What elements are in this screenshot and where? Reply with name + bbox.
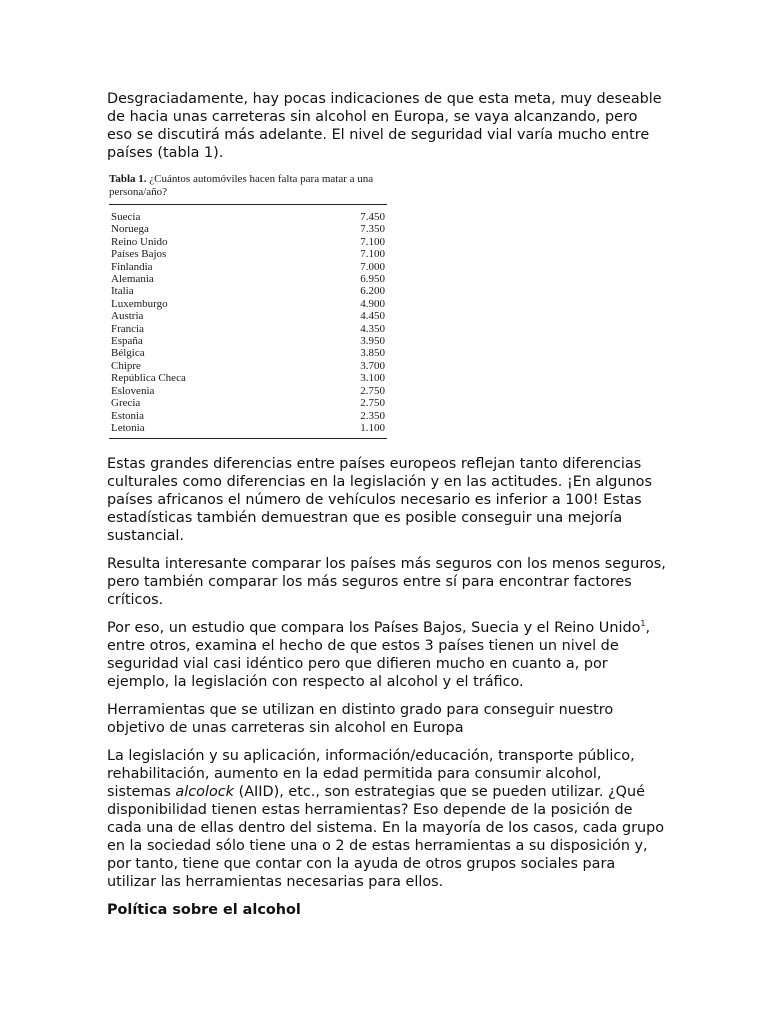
table-cell-country: Francia bbox=[111, 322, 144, 335]
table-row bbox=[111, 310, 387, 322]
table-row bbox=[111, 410, 387, 422]
table-cell-value: 7.100 bbox=[360, 235, 385, 248]
table-row bbox=[111, 248, 387, 260]
table-cell-country: Estonia bbox=[111, 409, 144, 422]
table-cell-country: Noruega bbox=[111, 223, 149, 236]
table-cell-value: 3.850 bbox=[360, 347, 385, 360]
table-cell-country: Letonia bbox=[111, 421, 145, 434]
study-text-a: Por eso, un estudio que compara los Países Bajos, Suecia y el Reino Unido bbox=[107, 620, 641, 637]
table-row bbox=[111, 422, 387, 434]
table-bottom-rule bbox=[109, 438, 387, 439]
table-cell-value: 2.350 bbox=[360, 409, 385, 422]
table-row bbox=[111, 323, 387, 335]
table-cell-value: 6.200 bbox=[360, 285, 385, 298]
table-row bbox=[111, 360, 387, 372]
table-cell-value: 3.100 bbox=[360, 372, 385, 385]
document-body bbox=[107, 90, 667, 919]
section-heading: Política sobre el alcohol bbox=[107, 902, 301, 919]
table-cell-country: Italia bbox=[111, 285, 134, 298]
table-row bbox=[111, 223, 387, 235]
table-cell-value: 7.450 bbox=[360, 211, 385, 223]
table-cell-value: 7.000 bbox=[360, 260, 385, 273]
table-cell-country: Alemania bbox=[111, 273, 154, 286]
table-cell-country: Bélgica bbox=[111, 347, 145, 360]
table-row bbox=[111, 372, 387, 384]
study-text-b: , entre otros, examina el hecho de que estos 3 países tienen un nivel de seguridad vial casi idéntico pero que difieren mucho en cuanto a, por ejemplo, la legislación con respecto al alcohol y el tráfico. bbox=[107, 620, 651, 691]
differences-paragraph: Estas grandes diferencias entre países europeos reflejan tanto diferencias culturales como diferencias en la legislación y en las actitudes. ¡En algunos países africanos el número de vehículos necesario es inferior a 100! Estas estadísticas también demuestran que es posible conseguir una mejoría sustancial. bbox=[107, 456, 652, 545]
study-paragraph bbox=[107, 619, 667, 691]
footnote-marker[interactable]: 1 bbox=[640, 619, 646, 629]
table-cell-country: Luxemburgo bbox=[111, 297, 168, 310]
table-cell-country: Países Bajos bbox=[111, 248, 167, 261]
table-cell-country: España bbox=[111, 335, 143, 348]
table-row bbox=[111, 335, 387, 347]
table-caption-text: ¿Cuántos automóviles hacen falta para matar a una persona/año? bbox=[109, 173, 374, 198]
table-cell-country: Reino Unido bbox=[111, 235, 168, 248]
legislation-text-a: La legislación y su aplicación, información/educación, transporte público, rehabilitación, aumento en la edad permitida para consumir alcohol, sistemas bbox=[107, 748, 635, 801]
table-cell-country: Suecia bbox=[111, 211, 141, 223]
table-cell-country: Austria bbox=[111, 310, 144, 323]
table-cell-value: 6.950 bbox=[360, 273, 385, 286]
table-rows bbox=[109, 205, 387, 438]
table-row bbox=[111, 285, 387, 297]
table-cell-value: 3.700 bbox=[360, 359, 385, 372]
table-row bbox=[111, 397, 387, 409]
tools-paragraph: Herramientas que se utilizan en distinto grado para conseguir nuestro objetivo de unas carreteras sin alcohol en Europa bbox=[107, 702, 614, 737]
table-cell-value: 3.950 bbox=[360, 335, 385, 348]
table-1-figure bbox=[109, 173, 387, 439]
table-cell-country: Chipre bbox=[111, 359, 141, 372]
table-cell-value: 2.750 bbox=[360, 397, 385, 410]
table-caption-label: Tabla 1. bbox=[109, 173, 147, 185]
table-row bbox=[111, 273, 387, 285]
legislation-text-b: (AIID), etc., son estrategias que se pueden utilizar. ¿Qué disponibilidad tienen estas herramientas? Eso depende de la posición de cada una de ellas dentro del sistema. En la mayoría de los casos, cada grupo en la sociedad sólo tiene una o 2 de estas herramientas a su disposición y, por tanto, tiene que contar con la ayuda de otros grupos sociales para utilizar las herramientas necesarias para ellos. bbox=[107, 784, 665, 891]
table-cell-country: Finlandia bbox=[111, 260, 153, 273]
legislation-paragraph bbox=[107, 747, 667, 891]
table-row bbox=[111, 261, 387, 273]
table-cell-value: 4.900 bbox=[360, 297, 385, 310]
table-cell-country: República Checa bbox=[111, 372, 186, 385]
legislation-emphasis: alcolock bbox=[175, 784, 234, 801]
table-cell-value: 2.750 bbox=[360, 384, 385, 397]
table-caption bbox=[109, 173, 387, 204]
table-cell-value: 7.350 bbox=[360, 223, 385, 236]
table-row bbox=[111, 298, 387, 310]
table-cell-country: Grecia bbox=[111, 397, 141, 410]
table-cell-value: 4.450 bbox=[360, 310, 385, 323]
table-row bbox=[111, 211, 387, 223]
table-row bbox=[111, 385, 387, 397]
table-cell-value: 1.100 bbox=[360, 421, 385, 434]
intro-paragraph: Desgraciadamente, hay pocas indicaciones de que esta meta, muy deseable de hacia unas carreteras sin alcohol en Europa, se vaya alcanzando, pero eso se discutirá más adelante. El nivel de seguridad vial varía mucho entre países (tabla 1). bbox=[107, 91, 662, 161]
table-cell-value: 7.100 bbox=[360, 248, 385, 261]
table-row bbox=[111, 236, 387, 248]
compare-paragraph: Resulta interesante comparar los países más seguros con los menos seguros, pero también comparar los más seguros entre sí para encontrar factores críticos. bbox=[107, 556, 666, 609]
table-cell-value: 4.350 bbox=[360, 322, 385, 335]
table-row bbox=[111, 347, 387, 359]
table-cell-country: Eslovenia bbox=[111, 384, 155, 397]
